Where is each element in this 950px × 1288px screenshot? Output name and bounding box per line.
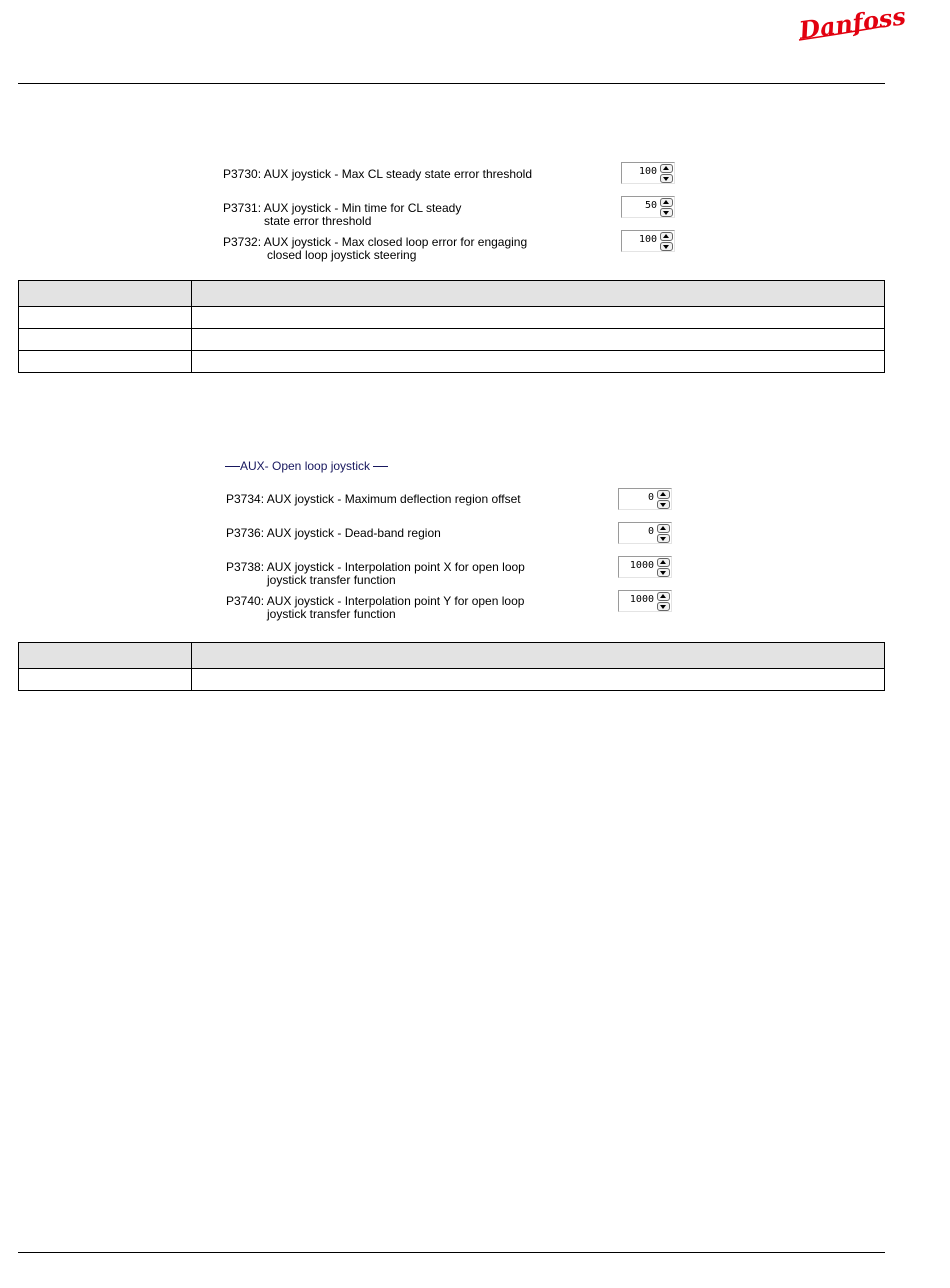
arrow-down-icon[interactable] bbox=[660, 174, 673, 183]
param-label-p3736: P3736: AUX joystick - Dead-band region bbox=[226, 526, 441, 540]
param-label-p3738: P3738: AUX joystick - Interpolation point X for open loop joystick transfer function bbox=[226, 560, 525, 587]
arrow-down-icon[interactable] bbox=[660, 242, 673, 251]
header-rule bbox=[18, 83, 885, 84]
arrow-up-icon[interactable] bbox=[660, 232, 673, 241]
table-header-row bbox=[19, 281, 885, 307]
arrow-up-icon[interactable] bbox=[657, 490, 670, 499]
param-label-p3730: P3730: AUX joystick - Max CL steady state error threshold bbox=[223, 167, 533, 181]
arrow-up-icon[interactable] bbox=[657, 558, 670, 567]
p3734-spinner[interactable] bbox=[618, 488, 672, 510]
arrow-down-icon[interactable] bbox=[657, 500, 670, 509]
table-row bbox=[19, 329, 885, 351]
p3740-value[interactable]: 1000 bbox=[629, 594, 654, 605]
p3731-value[interactable]: 50 bbox=[644, 200, 657, 211]
p3732-value[interactable]: 100 bbox=[638, 234, 657, 245]
arrow-down-icon[interactable] bbox=[657, 534, 670, 543]
arrow-up-icon[interactable] bbox=[660, 164, 673, 173]
p3738-spinner[interactable] bbox=[618, 556, 672, 578]
param-label-p3740: P3740: AUX joystick - Interpolation point Y for open loop joystick transfer function bbox=[226, 594, 525, 621]
parameter-table-1 bbox=[18, 280, 885, 373]
param-label-p3731: P3731: AUX joystick - Min time for CL steady state error threshold bbox=[223, 201, 462, 228]
arrow-down-icon[interactable] bbox=[660, 208, 673, 217]
p3738-value[interactable]: 1000 bbox=[629, 560, 654, 571]
p3730-value[interactable]: 100 bbox=[638, 166, 657, 177]
p3730-spinner[interactable] bbox=[621, 162, 675, 184]
arrow-up-icon[interactable] bbox=[657, 524, 670, 533]
p3732-spinner[interactable] bbox=[621, 230, 675, 252]
param-label-p3732: P3732: AUX joystick - Max closed loop error for engaging closed loop joystick steering bbox=[223, 235, 528, 262]
arrow-up-icon[interactable] bbox=[657, 592, 670, 601]
p3740-spinner[interactable] bbox=[618, 590, 672, 612]
arrow-down-icon[interactable] bbox=[657, 568, 670, 577]
p3734-value[interactable]: 0 bbox=[647, 492, 654, 503]
arrow-down-icon[interactable] bbox=[657, 602, 670, 611]
parameter-table-2 bbox=[18, 642, 885, 691]
arrow-up-icon[interactable] bbox=[660, 198, 673, 207]
danfoss-logo bbox=[795, 1, 908, 46]
group-title-open-loop: AUX- Open loop joystick bbox=[225, 459, 388, 473]
svg-text:Danfoss: Danfoss bbox=[797, 1, 908, 45]
table-header-row bbox=[19, 643, 885, 669]
param-label-p3734: P3734: AUX joystick - Maximum deflection region offset bbox=[226, 492, 521, 506]
table-row bbox=[19, 307, 885, 329]
table-row bbox=[19, 669, 885, 691]
footer-rule bbox=[18, 1252, 885, 1253]
p3731-spinner[interactable] bbox=[621, 196, 675, 218]
p3736-spinner[interactable] bbox=[618, 522, 672, 544]
table-row bbox=[19, 351, 885, 373]
p3736-value[interactable]: 0 bbox=[647, 526, 654, 537]
